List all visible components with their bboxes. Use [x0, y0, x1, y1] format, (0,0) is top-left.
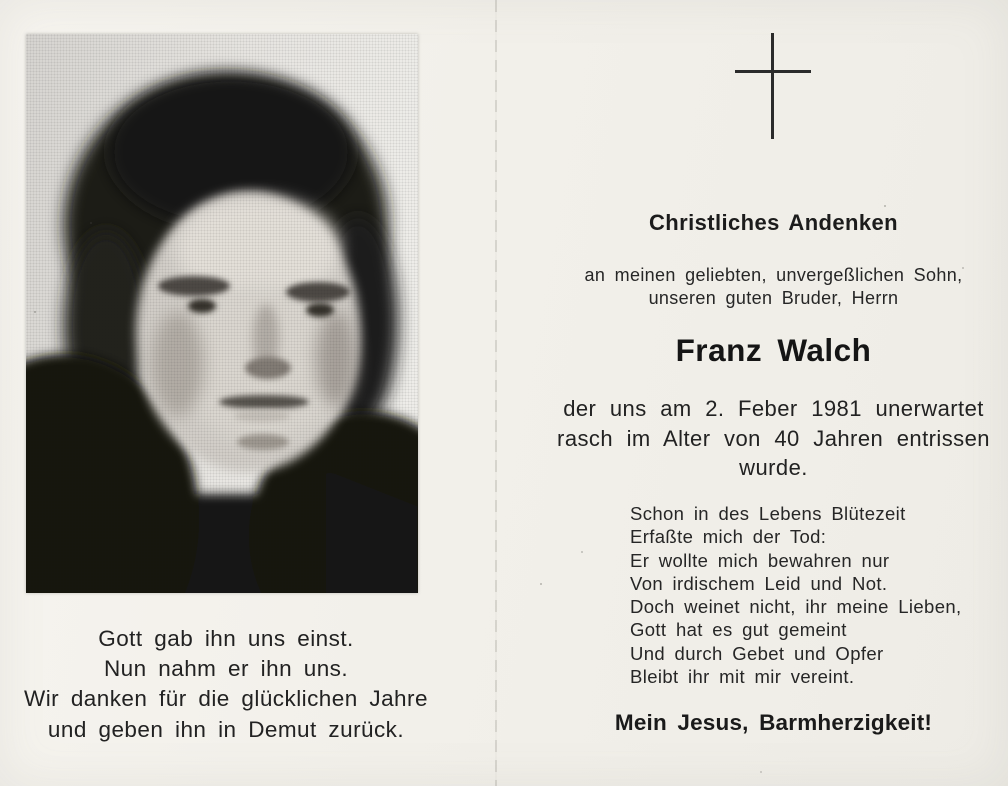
poem-line: Erfaßte mich der Tod: — [630, 526, 827, 548]
portrait-photo — [26, 34, 418, 593]
cross-vertical-bar — [771, 33, 774, 139]
dedication-line: an meinen geliebten, unvergeßlichen Sohn, — [584, 265, 963, 285]
obituary-text — [541, 394, 1006, 483]
memorial-poem — [541, 502, 1006, 688]
verse-line: Gott gab ihn uns einst. — [98, 626, 354, 651]
dedication — [541, 264, 1006, 310]
obituary-line: rasch im Alter von 40 Jahren entrissen — [557, 425, 990, 451]
poem-line: Von irdischem Leid und Not. — [630, 572, 888, 594]
memorial-verse — [8, 624, 444, 745]
cross-icon — [735, 33, 811, 139]
poem-line: Gott hat es gut gemeint — [630, 619, 847, 641]
obituary-line: wurde. — [739, 455, 808, 481]
deceased-name: Franz Walch — [675, 332, 872, 368]
scan-specks — [0, 0, 2, 2]
poem-line: Er wollte mich bewahren nur — [630, 549, 890, 571]
poem-line: Und durch Gebet und Opfer — [630, 642, 884, 664]
dedication-line: unseren guten Bruder, Herrn — [648, 288, 899, 309]
portrait-illustration — [26, 34, 418, 593]
poem-line: Schon in des Lebens Blütezeit — [630, 503, 906, 524]
verse-line: Nun nahm er ihn uns. — [103, 656, 349, 682]
verse-line: Wir danken für die glücklichen Jahre — [24, 686, 428, 712]
verse-line: und geben ihn in Demut zurück. — [47, 716, 405, 742]
poem-line: Bleibt ihr mit mir vereint. — [630, 666, 855, 688]
obituary-line: der uns am 2. Feber 1981 unerwartet — [563, 396, 984, 421]
card-heading: Christliches Andenken — [649, 210, 898, 235]
fold-crease — [495, 0, 497, 786]
closing-prayer: Mein Jesus, Barmherzigkeit! — [614, 710, 933, 735]
poem-line: Doch weinet nicht, ihr meine Lieben, — [630, 596, 962, 618]
cross-horizontal-bar — [735, 70, 811, 73]
